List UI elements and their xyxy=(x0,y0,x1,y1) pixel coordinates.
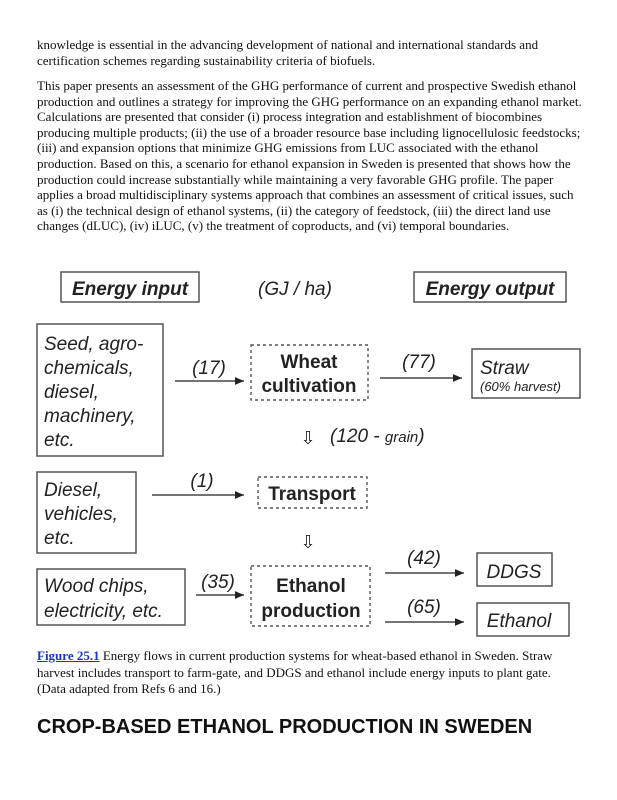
transport-input-line-2: vehicles, xyxy=(44,504,118,525)
intro-paragraph-2: This paper presents an assessment of the GHG performance of current and prospective Swedish ethanol production and outlines a strategy for improving the GHG performance on an expanding ethanol market. Calculations are presented that consider (i) process integration and establishment of biocombines producing multiple products; (ii) the use of a broader resource base including lignocellulosic feedstocks; (iii) and expansion options that minimize GHG emissions from LUC associated with the ethanol production. Based on this, a scenario for ethanol expansion in Sweden is presented that shows how the production could increase substantially while maintaining a very favorable GHG profile. The paper applies a broad multidisciplinary systems approach that combines an assessment of critical issues, such as (i) the technical design of ethanol systems, (ii) the category of feedstock, (iii) the direct land use changes (dLUC), (iv) iLUC, (v) the treatment of coproducts, and (vi) temporal boundaries. xyxy=(37,78,582,234)
ethanol-out-flow-value: (65) xyxy=(407,597,441,618)
transport-input-line-3: etc. xyxy=(44,528,75,549)
wheat-input-line-5: etc. xyxy=(44,430,75,451)
wheat-input-line-1: Seed, agro- xyxy=(44,334,144,355)
wheat-in-flow-value: (17) xyxy=(192,358,226,379)
figure-link[interactable]: Figure 25.1 xyxy=(37,648,100,663)
transport-in-flow-value: (1) xyxy=(190,471,214,492)
energy-output-header: Energy output xyxy=(425,279,555,300)
energy-flow-diagram xyxy=(0,268,617,640)
grain-down-arrow: ⇩ xyxy=(300,428,316,448)
ethanol-output-label: Ethanol xyxy=(486,611,552,632)
unit-label: (GJ / ha) xyxy=(258,279,332,300)
wheat-input-line-3: diesel, xyxy=(44,382,99,403)
wheat-input-line-2: chemicals, xyxy=(44,358,134,379)
wheat-process-line-1: Wheat xyxy=(280,352,338,373)
ethanol-input-line-2: electricity, etc. xyxy=(44,601,163,622)
wheat-input-line-4: machinery, xyxy=(44,406,136,427)
intro-paragraph-1: knowledge is essential in the advancing development of national and international standards and certification schemes regarding sustainability criteria of biofuels. xyxy=(37,37,539,68)
energy-input-header: Energy input xyxy=(71,279,189,300)
section-heading: CROP-BASED ETHANOL PRODUCTION IN SWEDEN xyxy=(37,716,533,738)
figure-caption xyxy=(37,648,582,698)
straw-harvest-note: (60% harvest) xyxy=(480,379,561,394)
wheat-process-line-2: cultivation xyxy=(261,376,357,397)
ethanol-process-line-1: Ethanol xyxy=(276,576,346,597)
transport-process-label: Transport xyxy=(268,484,356,505)
ddgs-output-label: DDGS xyxy=(486,562,542,583)
transport-down-arrow: ⇩ xyxy=(300,532,316,552)
transport-input-line-1: Diesel, xyxy=(44,480,103,501)
ethanol-input-line-1: Wood chips, xyxy=(44,576,149,597)
straw-output-label: Straw xyxy=(480,358,529,379)
figure-caption-text: Energy flows in current production systems for wheat-based ethanol in Sweden. Straw harvest includes transport to farm-gate, and DDGS and ethanol include energy inputs to plant gate. (Data adapted from Refs 6 and 16.) xyxy=(37,648,553,696)
ethanol-process-line-2: production xyxy=(261,601,361,622)
grain-flow-value: (120 - grain) xyxy=(330,426,425,447)
ddgs-flow-value: (42) xyxy=(407,548,441,569)
wheat-out-flow-value: (77) xyxy=(402,352,436,373)
ethanol-in-flow-value: (35) xyxy=(201,572,235,593)
